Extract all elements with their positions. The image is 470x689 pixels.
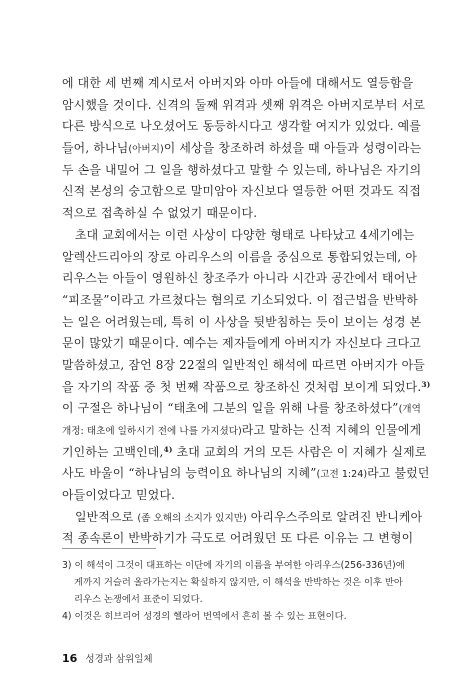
text-line: 에 대한 세 번째 계시로서 아버지와 아마 아들에 대해서도 열등함을 <box>62 76 414 90</box>
text-span: 이 구절은 하나님이 “태초에 그분의 일을 위해 나를 창조하셨다” <box>62 401 399 416</box>
text-line <box>62 463 430 485</box>
text-span: 초대 교회의 거의 모든 사람은 이 지혜가 실제로 <box>172 444 427 459</box>
text-line: 초대 교회에서는 이런 사상이 다양한 형태로 나타났고 4세기에는 <box>75 227 415 242</box>
text-line: 적으로 접촉하실 수 없었기 때문이다. <box>62 206 258 221</box>
footnotes <box>62 557 414 625</box>
footnote-4: 4) 이것은 히브리어 성경의 헬라어 번역에서 흔히 볼 수 있는 표현이다. <box>62 611 347 622</box>
text-line: 두 손을 내밀어 그 일을 행하셨다고 말할 수 있는데, 하나님은 자기의 <box>62 162 422 177</box>
inline-note: (개역 <box>398 404 421 416</box>
text-line <box>62 377 431 399</box>
footnote-ref: 3) <box>421 379 431 389</box>
text-line: 문이 많았기 때문이다. 예수는 제자들에게 아버지가 자신보다 크다고 <box>62 336 422 351</box>
text-line: 알렉산드리아의 장로 아리우스의 이름을 중심으로 통합되었는데, 아 <box>62 249 418 264</box>
footnote-ref: 4) <box>163 444 173 454</box>
text-line <box>62 507 423 529</box>
text-span: 일반적으로 <box>75 509 138 524</box>
text-line: 리우스는 아들이 영원하신 창조주가 아니라 시간과 공간에서 태어난 <box>62 271 418 286</box>
page-footer <box>62 650 153 664</box>
body-text <box>62 73 431 550</box>
footnote-3: 3) 이 해석이 그것이 대표하는 이단에 자기의 이름을 부여한 아리우스(256-336년)에 <box>62 560 405 571</box>
footnote-divider <box>62 548 156 549</box>
inline-note: (좀 오해의 소지가 있지만) <box>137 512 247 524</box>
text-span: 라고 말하는 신적 지혜의 인물에게 <box>241 423 422 437</box>
text-line: “피조물”이라고 가르쳤다는 혐의로 기소되었다. 이 접근법을 반박하 <box>62 292 418 307</box>
page-number: 16 <box>62 652 78 665</box>
text-span: 사도 바울이 “하나님의 능력이요 하나님의 지혜” <box>62 466 317 481</box>
text-span: 을 자기의 작품 중 첫 번째 작품으로 창조하신 것처럼 보이게 되었다. <box>62 379 422 394</box>
inline-note: (아버지) <box>128 144 164 156</box>
text-span: 기인하는 고백인데, <box>62 444 164 459</box>
inline-note: 개정: 태초에 일하시기 전에 나를 가지셨다) <box>62 426 242 437</box>
text-line <box>62 398 421 420</box>
footnote-3-continued: 게까지 거슬러 올라가는지는 확실하지 않지만, 이 해석을 반박하는 것은 이후 반아 <box>74 577 403 588</box>
text-line: 다른 방식으로 나오셨어도 동등하시다고 생각할 여지가 있었다. 예를 <box>62 119 422 134</box>
footnote-3-continued: 리우스 논쟁에서 표준이 되었다. <box>74 594 203 605</box>
text-span: 아리우스주의로 알려진 반니케아 <box>246 509 423 524</box>
text-span: 이 세상을 창조하려 하셨을 때 아들과 성령이라는 <box>163 141 422 156</box>
text-span: 라고 불렀던 <box>367 466 430 481</box>
text-line: 적 종속론이 반박하기가 극도로 어려웠던 또 다른 이유는 그 변형이 <box>62 531 414 546</box>
text-line <box>62 138 422 160</box>
text-line: 는 일은 어려웠는데, 특히 이 사상을 뒷받침하는 듯이 보이는 성경 본 <box>62 314 422 329</box>
running-title: 성경과 삼위일체 <box>85 654 153 665</box>
text-line <box>62 442 427 464</box>
inline-note: (고전 1:24) <box>316 469 368 481</box>
text-line: 신적 본성의 숭고함으로 말미암아 자신보다 열등한 어떤 것과도 직접 <box>62 184 422 199</box>
text-line: 아들이었다고 믿었다. <box>62 488 176 503</box>
text-line <box>62 420 422 442</box>
text-line: 암시했을 것이다. 신격의 둘째 위격과 셋째 위격은 아버지로부터 서로 <box>62 97 426 112</box>
text-span: 들어, 하나님 <box>62 141 129 156</box>
text-line: 말씀하셨고, 잠언 8장 22절의 일반적인 해석에 따르면 아버지가 아들 <box>62 357 425 372</box>
